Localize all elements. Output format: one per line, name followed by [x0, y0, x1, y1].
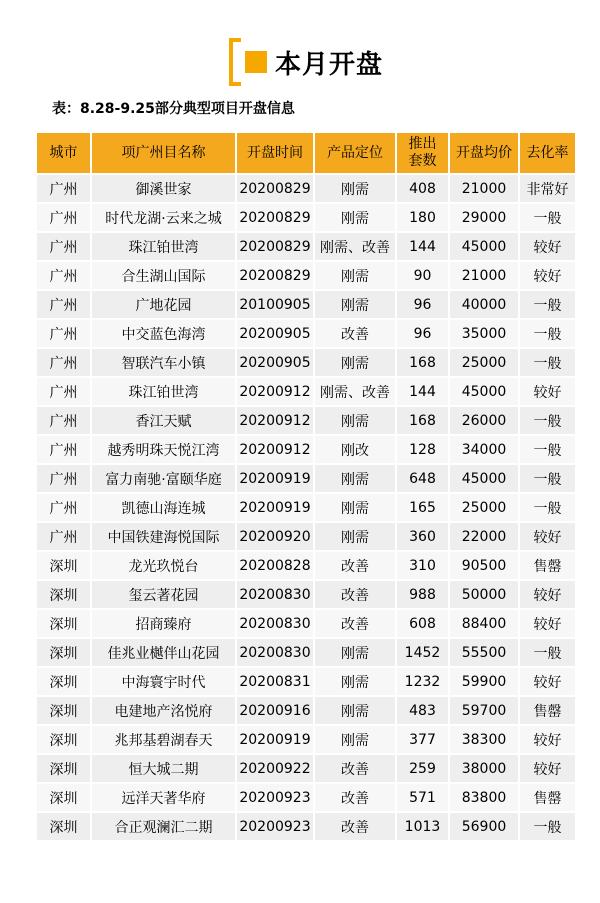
cell-units: 144: [396, 377, 449, 406]
cell-units: 571: [396, 783, 449, 812]
cell-units: 310: [396, 551, 449, 580]
cell-avg-price: 38300: [449, 725, 519, 754]
cell-absorption: 一般: [519, 290, 576, 319]
cell-avg-price: 26000: [449, 406, 519, 435]
cell-avg-price: 90500: [449, 551, 519, 580]
table-row: [36, 783, 576, 812]
cell-units: 1013: [396, 812, 449, 841]
cell-avg-price: 21000: [449, 261, 519, 290]
cell-units: 377: [396, 725, 449, 754]
cell-project-name: 智联汽车小镇: [91, 348, 236, 377]
cell-open-date: 20200922: [236, 754, 314, 783]
cell-project-name: 兆邦基碧湖春天: [91, 725, 236, 754]
cell-open-date: 20200829: [236, 174, 314, 203]
cell-positioning: 刚需: [314, 667, 396, 696]
table-row: [36, 812, 576, 841]
cell-project-name: 中海寰宇时代: [91, 667, 236, 696]
table-header-row: [36, 132, 576, 174]
cell-open-date: 20200905: [236, 319, 314, 348]
cell-open-date: 20100905: [236, 290, 314, 319]
cell-units: 648: [396, 464, 449, 493]
cell-avg-price: 22000: [449, 522, 519, 551]
cell-city: 深圳: [36, 783, 91, 812]
cell-project-name: 龙光玖悦台: [91, 551, 236, 580]
table-row: [36, 348, 576, 377]
cell-city: 广州: [36, 232, 91, 261]
cell-absorption: 较好: [519, 667, 576, 696]
cell-units: 1452: [396, 638, 449, 667]
cell-city: 广州: [36, 319, 91, 348]
cell-positioning: 刚需: [314, 493, 396, 522]
header-positioning: 产品定位: [314, 132, 396, 174]
project-opening-table: [35, 131, 577, 842]
cell-open-date: 20200828: [236, 551, 314, 580]
cell-open-date: 20200830: [236, 609, 314, 638]
table-row: [36, 638, 576, 667]
cell-absorption: 较好: [519, 725, 576, 754]
cell-city: 广州: [36, 464, 91, 493]
table-row: [36, 203, 576, 232]
cell-project-name: 御溪世家: [91, 174, 236, 203]
cell-avg-price: 25000: [449, 493, 519, 522]
cell-units: 165: [396, 493, 449, 522]
cell-absorption: 较好: [519, 754, 576, 783]
cell-absorption: 一般: [519, 203, 576, 232]
cell-avg-price: 59900: [449, 667, 519, 696]
table-row: [36, 232, 576, 261]
cell-city: 深圳: [36, 812, 91, 841]
cell-positioning: 改善: [314, 812, 396, 841]
cell-absorption: 售罄: [519, 783, 576, 812]
title-square-icon: [245, 51, 267, 73]
cell-project-name: 广地花园: [91, 290, 236, 319]
header-open-date: 开盘时间: [236, 132, 314, 174]
cell-avg-price: 59700: [449, 696, 519, 725]
cell-absorption: 一般: [519, 493, 576, 522]
cell-project-name: 珠江铂世湾: [91, 232, 236, 261]
cell-project-name: 富力南驰·富颐华庭: [91, 464, 236, 493]
table-row: [36, 261, 576, 290]
cell-absorption: 售罄: [519, 696, 576, 725]
cell-avg-price: 29000: [449, 203, 519, 232]
cell-city: 深圳: [36, 580, 91, 609]
cell-absorption: 非常好: [519, 174, 576, 203]
cell-project-name: 凯德山海连城: [91, 493, 236, 522]
cell-open-date: 20200920: [236, 522, 314, 551]
cell-project-name: 玺云著花园: [91, 580, 236, 609]
cell-city: 深圳: [36, 696, 91, 725]
cell-open-date: 20200829: [236, 261, 314, 290]
cell-city: 广州: [36, 493, 91, 522]
cell-positioning: 刚需: [314, 638, 396, 667]
cell-avg-price: 45000: [449, 232, 519, 261]
cell-open-date: 20200905: [236, 348, 314, 377]
cell-positioning: 改善: [314, 580, 396, 609]
cell-avg-price: 45000: [449, 377, 519, 406]
cell-absorption: 一般: [519, 464, 576, 493]
cell-positioning: 刚需: [314, 203, 396, 232]
cell-positioning: 改善: [314, 319, 396, 348]
cell-positioning: 刚需: [314, 348, 396, 377]
cell-open-date: 20200912: [236, 406, 314, 435]
header-absorption: 去化率: [519, 132, 576, 174]
cell-positioning: 刚需: [314, 696, 396, 725]
cell-units: 168: [396, 348, 449, 377]
cell-open-date: 20200912: [236, 377, 314, 406]
cell-positioning: 改善: [314, 754, 396, 783]
cell-city: 广州: [36, 348, 91, 377]
cell-positioning: 刚需、改善: [314, 377, 396, 406]
cell-positioning: 刚需: [314, 290, 396, 319]
table-row: [36, 290, 576, 319]
cell-open-date: 20200923: [236, 783, 314, 812]
cell-city: 深圳: [36, 667, 91, 696]
cell-absorption: 较好: [519, 522, 576, 551]
cell-units: 360: [396, 522, 449, 551]
cell-avg-price: 56900: [449, 812, 519, 841]
cell-units: 96: [396, 319, 449, 348]
table-row: [36, 522, 576, 551]
cell-absorption: 一般: [519, 406, 576, 435]
cell-positioning: 刚需: [314, 522, 396, 551]
cell-avg-price: 83800: [449, 783, 519, 812]
table-row: [36, 435, 576, 464]
cell-city: 深圳: [36, 609, 91, 638]
cell-project-name: 远洋天著华府: [91, 783, 236, 812]
cell-project-name: 中交蓝色海湾: [91, 319, 236, 348]
cell-absorption: 一般: [519, 435, 576, 464]
cell-units: 1232: [396, 667, 449, 696]
table-caption: 表：8.28-9.25部分典型项目开盘信息: [52, 101, 295, 117]
cell-positioning: 改善: [314, 551, 396, 580]
cell-city: 深圳: [36, 725, 91, 754]
cell-units: 128: [396, 435, 449, 464]
cell-project-name: 香江天赋: [91, 406, 236, 435]
cell-absorption: 一般: [519, 638, 576, 667]
cell-open-date: 20200912: [236, 435, 314, 464]
cell-open-date: 20200919: [236, 725, 314, 754]
cell-absorption: 一般: [519, 319, 576, 348]
cell-open-date: 20200830: [236, 638, 314, 667]
cell-absorption: 较好: [519, 580, 576, 609]
cell-project-name: 中国铁建海悦国际: [91, 522, 236, 551]
table-row: [36, 174, 576, 203]
cell-open-date: 20200919: [236, 493, 314, 522]
cell-project-name: 合生湖山国际: [91, 261, 236, 290]
cell-city: 深圳: [36, 638, 91, 667]
cell-positioning: 改善: [314, 609, 396, 638]
cell-avg-price: 88400: [449, 609, 519, 638]
cell-absorption: 一般: [519, 348, 576, 377]
cell-absorption: 较好: [519, 261, 576, 290]
cell-project-name: 佳兆业樾伴山花园: [91, 638, 236, 667]
cell-avg-price: 50000: [449, 580, 519, 609]
table-row: [36, 551, 576, 580]
cell-open-date: 20200829: [236, 232, 314, 261]
table-row: [36, 580, 576, 609]
table-row: [36, 696, 576, 725]
table-row: [36, 754, 576, 783]
cell-absorption: 较好: [519, 377, 576, 406]
cell-absorption: 较好: [519, 609, 576, 638]
cell-open-date: 20200830: [236, 580, 314, 609]
cell-positioning: 刚需: [314, 406, 396, 435]
cell-positioning: 刚需: [314, 174, 396, 203]
title-bracket-decoration: [229, 38, 241, 86]
cell-units: 483: [396, 696, 449, 725]
cell-project-name: 越秀明珠天悦江湾: [91, 435, 236, 464]
cell-city: 广州: [36, 406, 91, 435]
cell-avg-price: 40000: [449, 290, 519, 319]
page-title: 本月开盘: [275, 50, 384, 80]
cell-project-name: 合正观澜汇二期: [91, 812, 236, 841]
cell-units: 144: [396, 232, 449, 261]
cell-positioning: 刚需: [314, 261, 396, 290]
cell-project-name: 珠江铂世湾: [91, 377, 236, 406]
cell-positioning: 改善: [314, 783, 396, 812]
cell-absorption: 一般: [519, 812, 576, 841]
table-body: [36, 174, 576, 841]
cell-project-name: 时代龙湖·云来之城: [91, 203, 236, 232]
header-project-name: 项广州目名称: [91, 132, 236, 174]
cell-project-name: 电建地产洺悦府: [91, 696, 236, 725]
table-row: [36, 377, 576, 406]
cell-open-date: 20200831: [236, 667, 314, 696]
cell-city: 广州: [36, 435, 91, 464]
cell-positioning: 刚需: [314, 725, 396, 754]
table-row: [36, 464, 576, 493]
cell-city: 广州: [36, 174, 91, 203]
cell-avg-price: 21000: [449, 174, 519, 203]
cell-positioning: 刚改: [314, 435, 396, 464]
header-city: 城市: [36, 132, 91, 174]
cell-project-name: 恒大城二期: [91, 754, 236, 783]
cell-units: 168: [396, 406, 449, 435]
cell-units: 408: [396, 174, 449, 203]
table-row: [36, 406, 576, 435]
cell-avg-price: 35000: [449, 319, 519, 348]
cell-avg-price: 45000: [449, 464, 519, 493]
table-row: [36, 493, 576, 522]
cell-positioning: 刚需、改善: [314, 232, 396, 261]
cell-city: 广州: [36, 290, 91, 319]
table-row: [36, 319, 576, 348]
cell-city: 广州: [36, 203, 91, 232]
header-units: 推出 套数: [396, 132, 449, 174]
table-row: [36, 667, 576, 696]
cell-units: 988: [396, 580, 449, 609]
cell-absorption: 售罄: [519, 551, 576, 580]
cell-units: 259: [396, 754, 449, 783]
cell-open-date: 20200923: [236, 812, 314, 841]
cell-units: 608: [396, 609, 449, 638]
cell-avg-price: 34000: [449, 435, 519, 464]
cell-city: 广州: [36, 261, 91, 290]
table-row: [36, 609, 576, 638]
cell-positioning: 刚需: [314, 464, 396, 493]
cell-units: 90: [396, 261, 449, 290]
header-avg-price: 开盘均价: [449, 132, 519, 174]
cell-city: 广州: [36, 377, 91, 406]
cell-open-date: 20200916: [236, 696, 314, 725]
cell-open-date: 20200919: [236, 464, 314, 493]
cell-city: 广州: [36, 522, 91, 551]
cell-avg-price: 38000: [449, 754, 519, 783]
cell-city: 深圳: [36, 551, 91, 580]
cell-avg-price: 55500: [449, 638, 519, 667]
cell-open-date: 20200829: [236, 203, 314, 232]
cell-city: 深圳: [36, 754, 91, 783]
cell-project-name: 招商臻府: [91, 609, 236, 638]
cell-units: 96: [396, 290, 449, 319]
table-row: [36, 725, 576, 754]
cell-avg-price: 25000: [449, 348, 519, 377]
cell-absorption: 较好: [519, 232, 576, 261]
cell-units: 180: [396, 203, 449, 232]
